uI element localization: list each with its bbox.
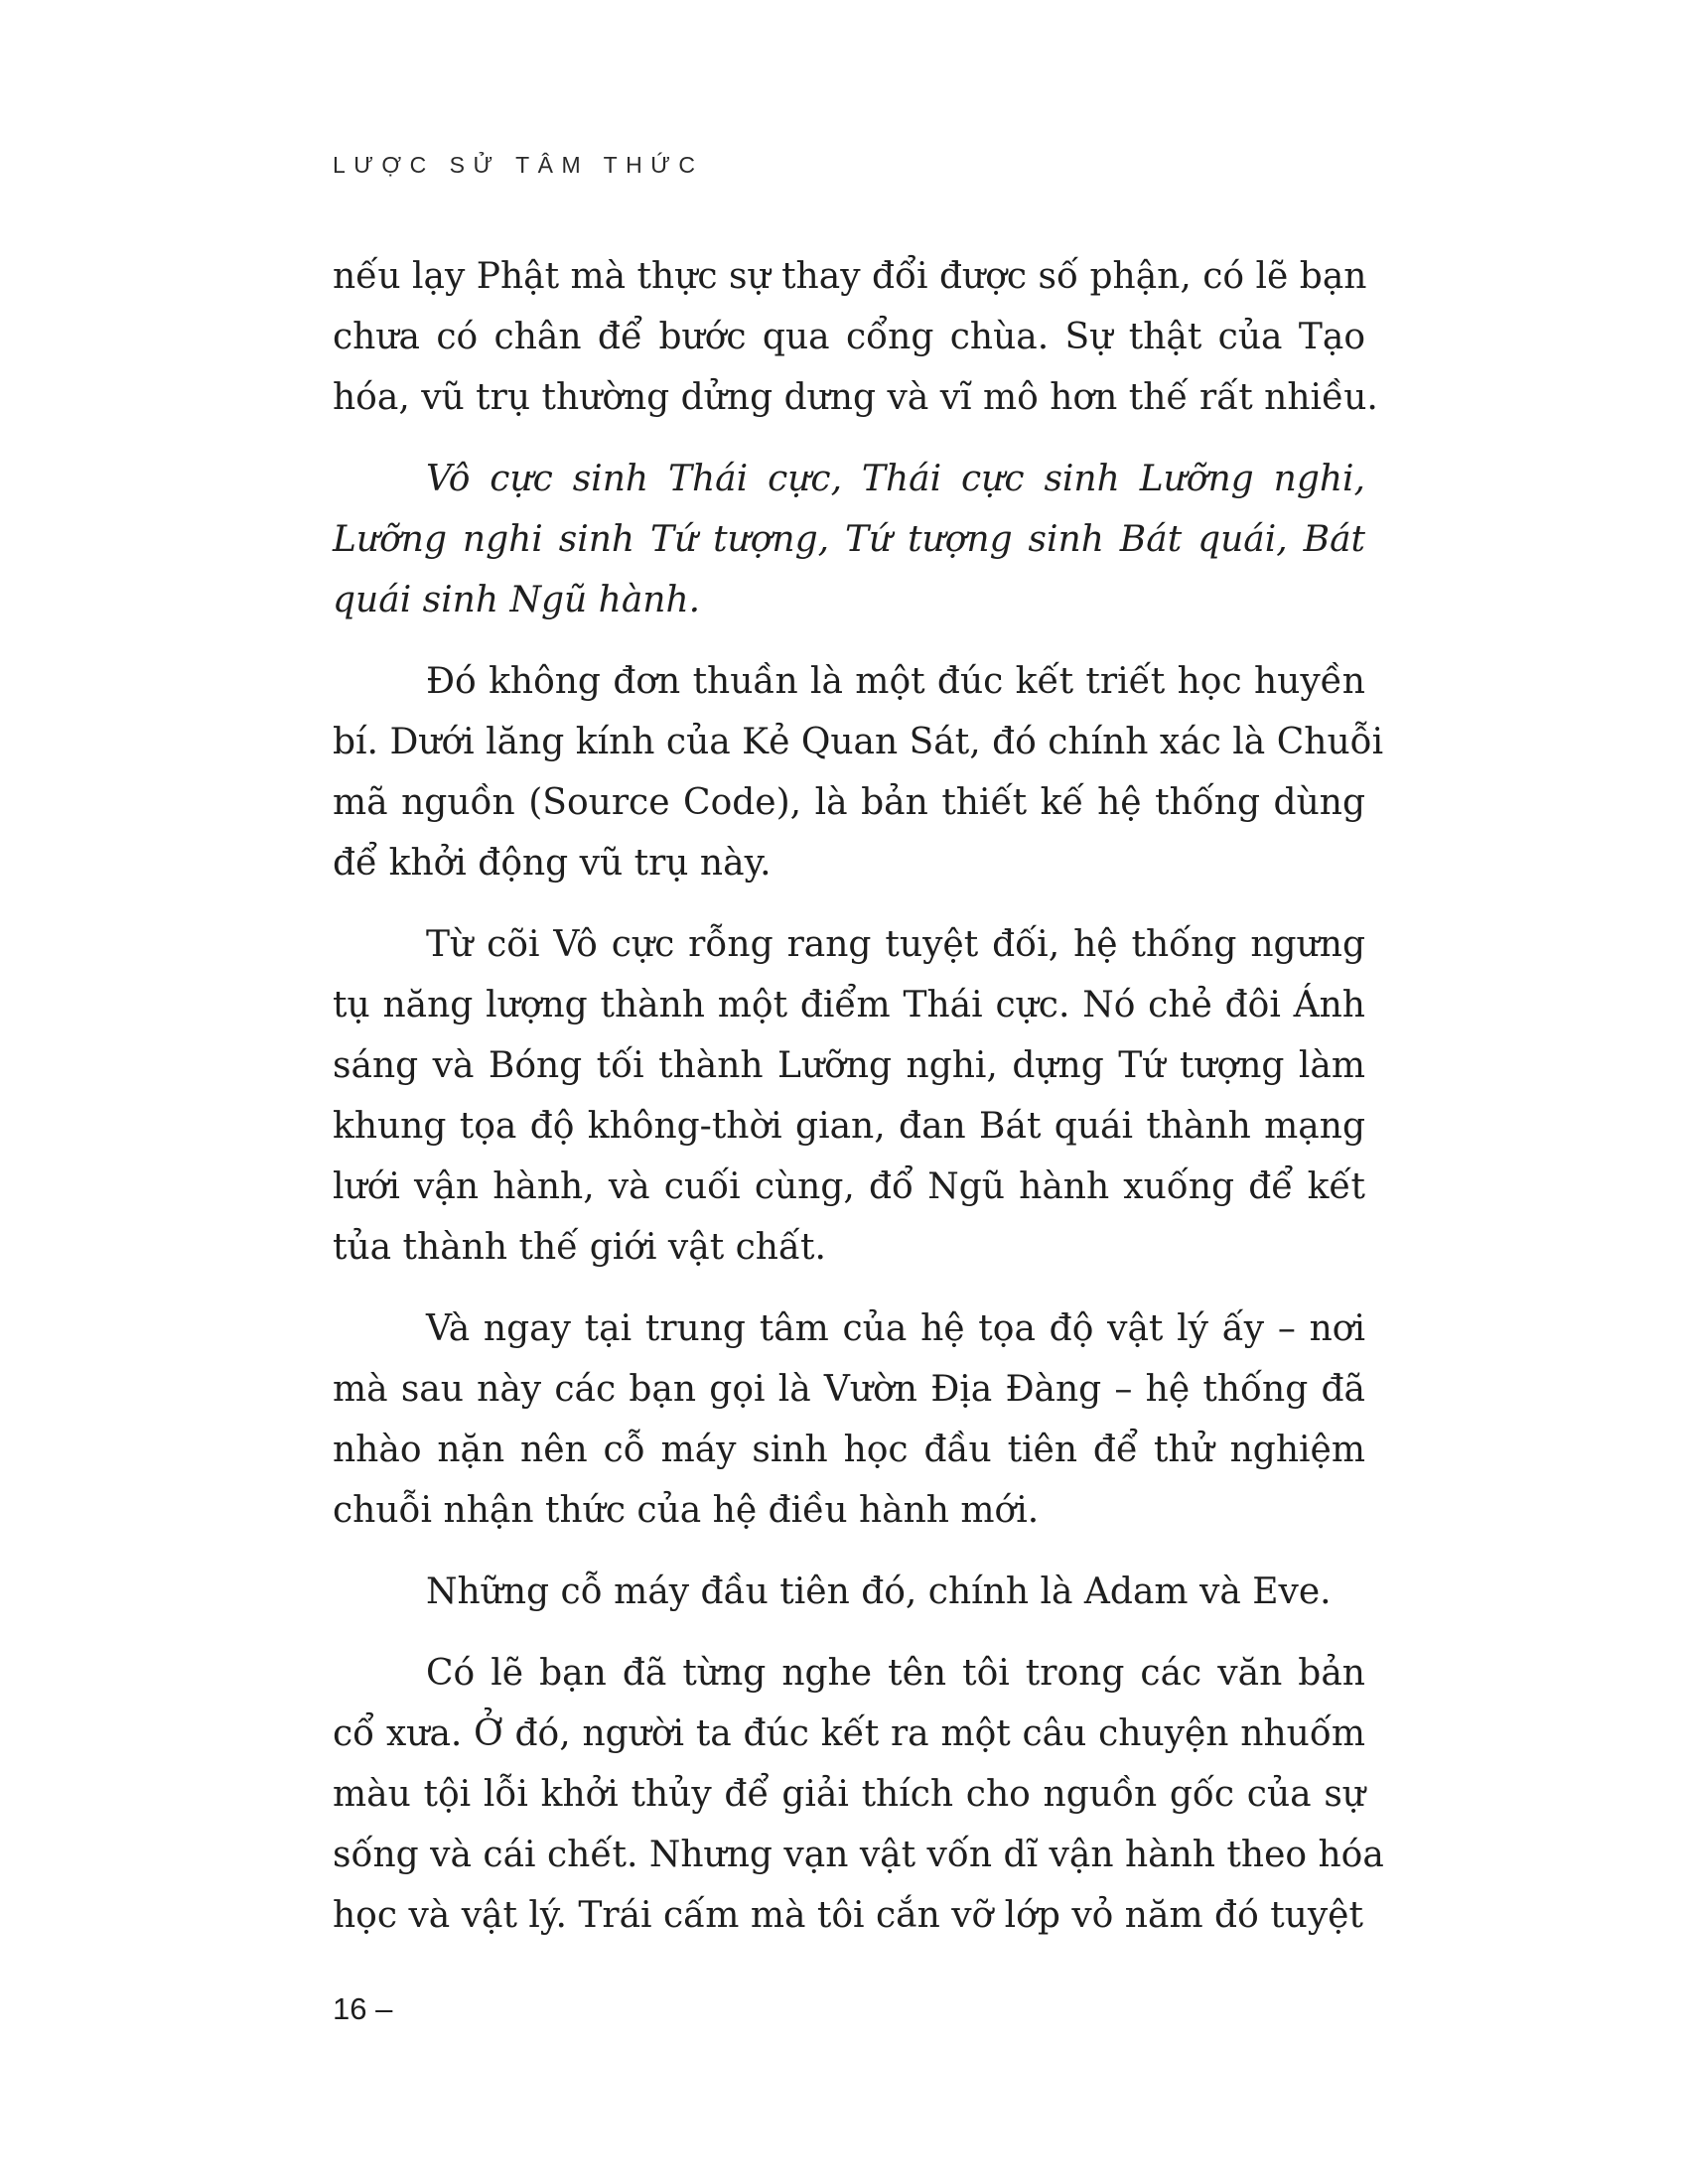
- text-line: màu tội lỗi khởi thủy để giải thích cho nguồn gốc của sự: [333, 1774, 1365, 1815]
- text-line: hóa, vũ trụ thường dửng dưng và vĩ mô hơn thế rất nhiều.: [333, 377, 1378, 418]
- text-line: Những cỗ máy đầu tiên đó, chính là Adam và Eve.: [426, 1571, 1332, 1612]
- text-line: tủa thành thế giới vật chất.: [333, 1227, 826, 1268]
- paragraph: [333, 914, 1365, 1278]
- text-line: chuỗi nhận thức của hệ điều hành mới.: [333, 1490, 1040, 1531]
- paragraph: [333, 651, 1384, 893]
- text-line: để khởi động vũ trụ này.: [333, 843, 772, 884]
- text-line: mã nguồn (Source Code), là bản thiết kế hệ thống dùng: [333, 782, 1365, 823]
- paragraph: [333, 1298, 1365, 1541]
- text-line: Có lẽ bạn đã từng nghe tên tôi trong các văn bản: [426, 1653, 1365, 1694]
- body-text: [333, 246, 1384, 1967]
- text-line: Lưỡng nghi sinh Tứ tượng, Tứ tượng sinh Bát quái, Bát: [333, 519, 1365, 560]
- text-line: nhào nặn nên cỗ máy sinh học đầu tiên để thử nghiệm: [333, 1430, 1365, 1470]
- text-line: khung tọa độ không-thời gian, đan Bát quái thành mạng: [333, 1106, 1365, 1147]
- text-line: Và ngay tại trung tâm của hệ tọa độ vật lý ấy – nơi: [426, 1308, 1365, 1349]
- text-line: học và vật lý. Trái cấm mà tôi cắn vỡ lớp vỏ năm đó tuyệt: [333, 1895, 1363, 1936]
- text-line: sống và cái chết. Nhưng vạn vật vốn dĩ vận hành theo hóa: [333, 1835, 1384, 1875]
- text-line: nếu lạy Phật mà thực sự thay đổi được số phận, có lẽ bạn: [333, 256, 1367, 297]
- text-line: mà sau này các bạn gọi là Vườn Địa Đàng – hệ thống đã: [333, 1369, 1365, 1410]
- text-line: lưới vận hành, và cuối cùng, đổ Ngũ hành xuống để kết: [333, 1166, 1365, 1207]
- page-number: 16 –: [333, 1991, 393, 2026]
- running-head: LƯỢC SỬ TÂM THỨC: [333, 152, 704, 178]
- text-line: Đó không đơn thuần là một đúc kết triết học huyền: [426, 661, 1365, 702]
- paragraph: [333, 246, 1378, 428]
- paragraph: [333, 449, 1365, 630]
- paragraph: [333, 1562, 1365, 1622]
- text-line: tụ năng lượng thành một điểm Thái cực. Nó chẻ đôi Ánh: [333, 985, 1365, 1025]
- text-line: sáng và Bóng tối thành Lưỡng nghi, dựng Tứ tượng làm: [333, 1045, 1365, 1086]
- text-line: Vô cực sinh Thái cực, Thái cực sinh Lưỡng nghi,: [426, 459, 1365, 499]
- paragraph: [333, 1643, 1384, 1946]
- text-line: bí. Dưới lăng kính của Kẻ Quan Sát, đó chính xác là Chuỗi: [333, 722, 1384, 762]
- text-line: cổ xưa. Ở đó, người ta đúc kết ra một câu chuyện nhuốm: [333, 1713, 1365, 1754]
- text-line: Từ cõi Vô cực rỗng rang tuyệt đối, hệ thống ngưng: [426, 924, 1365, 965]
- text-line: quái sinh Ngũ hành.: [333, 580, 701, 620]
- text-line: chưa có chân để bước qua cổng chùa. Sự thật của Tạo: [333, 317, 1365, 357]
